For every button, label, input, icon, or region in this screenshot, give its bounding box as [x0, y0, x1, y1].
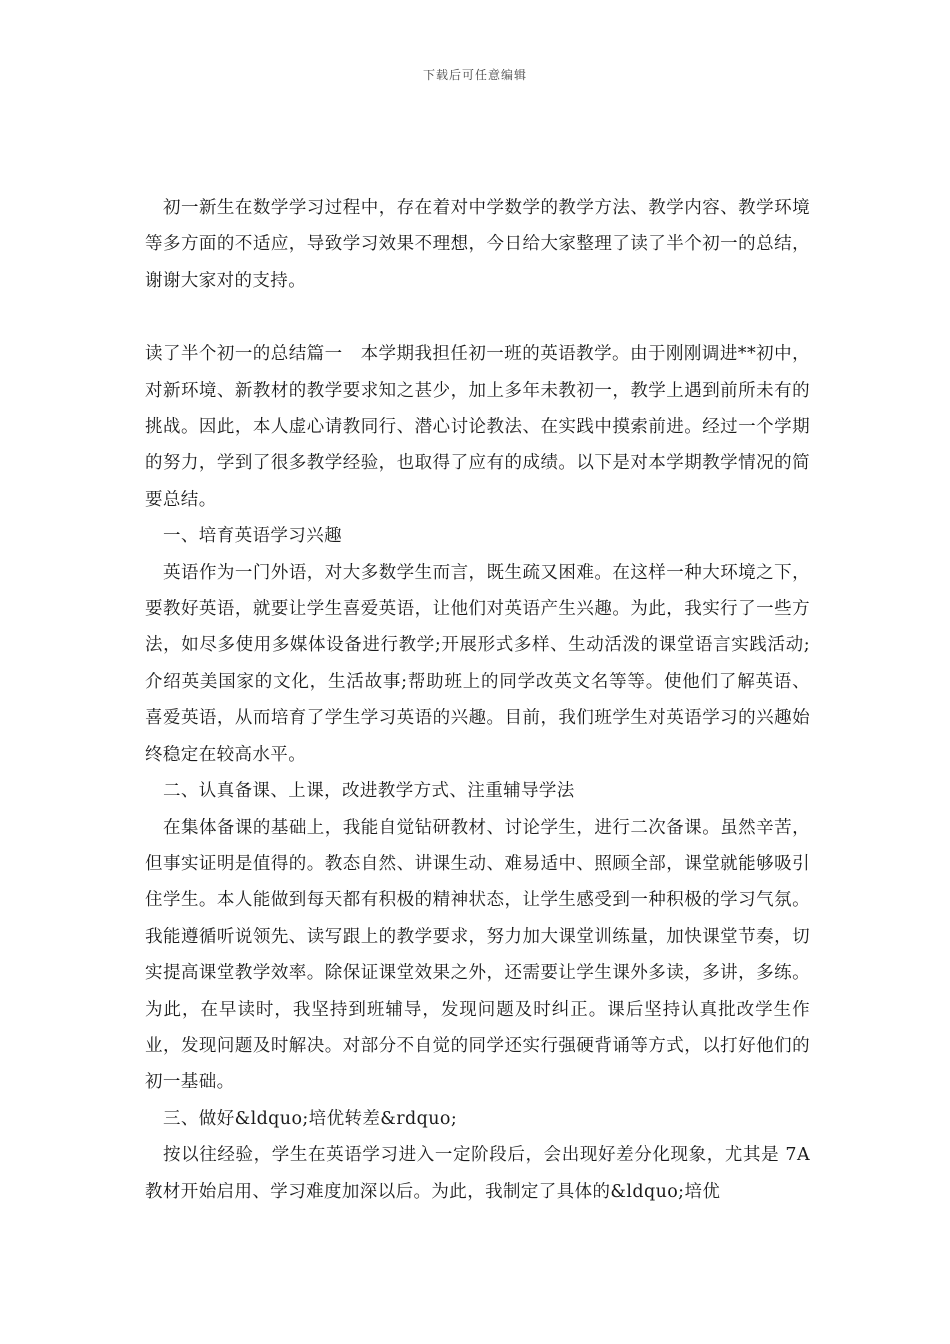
section-paragraph-1: 英语作为一门外语，对大多数学生而言，既生疏又困难。在这样一种大环境之下，要教好英语，就要让学生喜爱英语，让他们对英语产生兴趣。为此，我实行了一些方法，如尽多使用多媒体设备进行教学;开展形式多样、生动活泼的课堂语言实践活动;介绍英美国家的文化，生活故事;帮助班上的同学改英文名等等。使他们了解英语、喜爱英语，从而培育了学生学习英语的兴趣。目前，我们班学生对英语学习的兴趣始终稳定在较高水平。: [145, 562, 810, 765]
page-header: 下载后可任意编辑: [422, 68, 527, 82]
paragraph-spacer: [145, 299, 810, 336]
article-intro-paragraph: 读了半个初一的总结篇一 本学期我担任初一班的英语教学。由于刚刚调进**初中，对新环境、新教材的教学要求知之甚少，加上多年未教初一，教学上遇到前所未有的挑战。因此，本人虚心请教同行、潜心讨论教法、在实践中摸索前进。经过一个学期的努力，学到了很多教学经验，也取得了应有的成绩。以下是对本学期教学情况的简要总结。: [145, 344, 810, 510]
intro-paragraph: 初一新生在数学学习过程中，存在着对中学数学的教学方法、教学内容、教学环境等多方面的不适应，导致学习效果不理想，今日给大家整理了读了半个初一的总结，谢谢大家对的支持。: [145, 198, 810, 291]
document-body: [145, 190, 810, 1210]
section-heading-3: 三、做好&ldquo;培优转差&rdquo;: [163, 1108, 458, 1129]
section-paragraph-3: 按以往经验，学生在英语学习进入一定阶段后，会出现好差分化现象，尤其是 7A 教材开始启用、学习难度加深以后。为此，我制定了具体的&ldquo;培优: [145, 1145, 810, 1202]
section-paragraph-2: 在集体备课的基础上，我能自觉钻研教材、讨论学生，进行二次备课。虽然辛苦，但事实证明是值得的。教态自然、讲课生动、难易适中、照顾全部，课堂就能够吸引住学生。本人能做到每天都有积极的精神状态，让学生感受到一种积极的学习气氛。我能遵循听说领先、读写跟上的教学要求，努力加大课堂训练量，加快课堂节奏，切实提高课堂教学效率。除保证课堂效果之外，还需要让学生课外多读，多讲，多练。为此，在早读时，我坚持到班辅导，发现问题及时纠正。课后坚持认真批改学生作业，发现问题及时解决。对部分不自觉的同学还实行强硬背诵等方式，以打好他们的初一基础。: [145, 817, 810, 1093]
section-heading-2: 二、认真备课、上课，改进教学方式、注重辅导学法: [163, 781, 575, 802]
section-heading-1: 一、培育英语学习兴趣: [163, 526, 342, 547]
